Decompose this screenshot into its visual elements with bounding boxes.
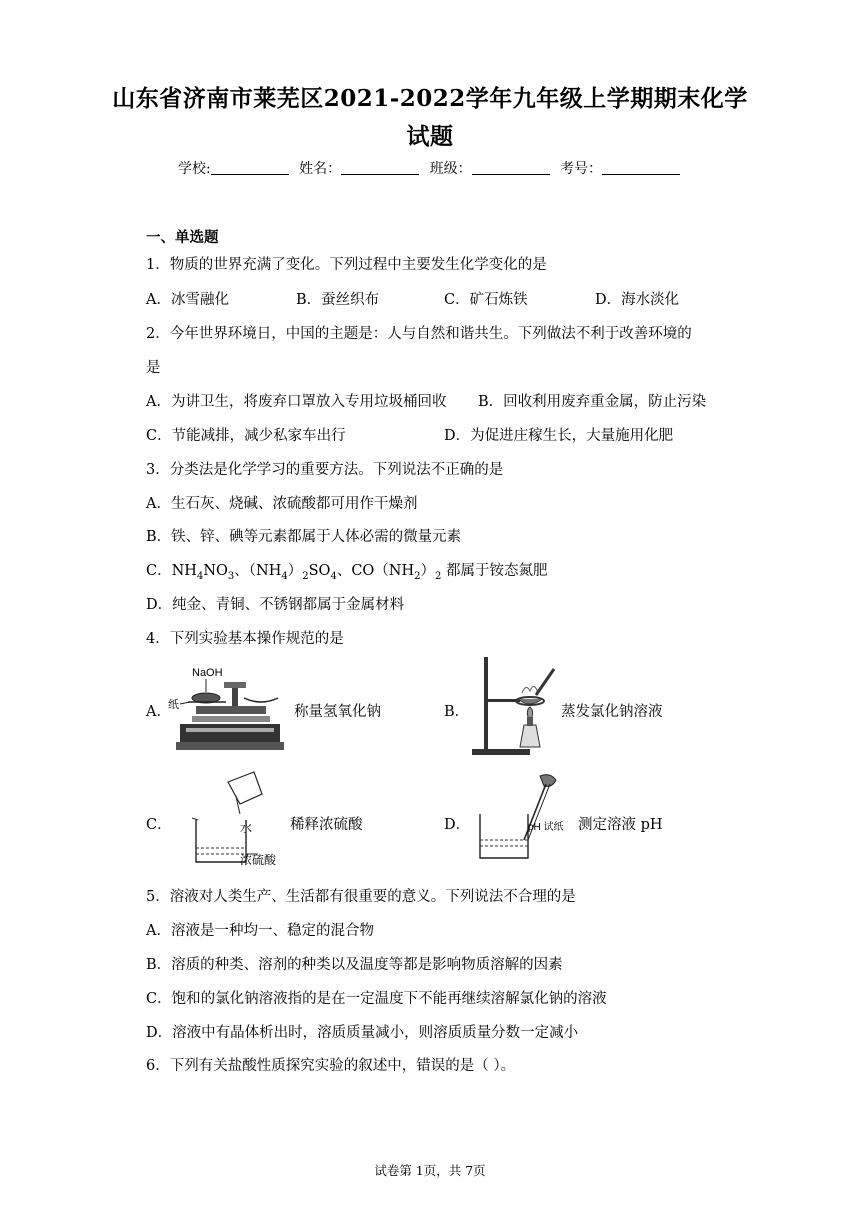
question-3-option-b: B．铁、锌、碘等元素都属于人体必需的微量元素 [146, 529, 462, 545]
page-footer: 试卷第 1页，共 7页 [374, 1163, 486, 1178]
formula-part: NO [203, 563, 228, 579]
question-1-option-c: C．矿石炼铁 [444, 292, 528, 308]
acid-label: 浓硫酸 [240, 853, 277, 867]
question-4-option-d-letter: D． [444, 817, 471, 833]
diluting-acid-figure [178, 770, 290, 868]
question-4-stem: 4．下列实验基本操作规范的是 [146, 631, 344, 647]
school-label: 学校: [178, 161, 211, 177]
question-3-stem: 3．分类法是化学学习的重要方法。下列说法不正确的是 [146, 462, 504, 478]
naoh-label: NaOH [192, 667, 223, 679]
formula-subscript: 4 [196, 570, 204, 582]
question-5-option-b: B．溶质的种类、溶剂的种类以及温度等都是影响物质溶解的因素 [146, 957, 563, 973]
paper-label: 纸 [168, 699, 179, 711]
question-5-option-a: A．溶液是一种均一、稳定的混合物 [146, 923, 374, 939]
formula-subscript: 2 [435, 570, 442, 582]
school-blank[interactable] [211, 160, 289, 175]
evaporation-apparatus-figure [470, 655, 562, 759]
section-heading-single-choice: 一、单选题 [146, 229, 219, 246]
question-2-stem-continued: 是 [146, 360, 161, 376]
exam-number-label: 考号： [560, 161, 603, 177]
question-3-option-d: D．纯金、青铜、不锈钢都属于金属材料 [146, 597, 405, 613]
formula-subscript: 4 [281, 570, 288, 582]
question-4-option-c-letter: C． [146, 817, 172, 833]
name-label: 姓名： [299, 161, 342, 177]
exam-title-continued: 试题 [406, 123, 454, 150]
formula-part: NH [171, 563, 197, 579]
water-label: 水 [240, 821, 253, 835]
name-blank[interactable] [341, 160, 419, 175]
question-2-stem: 2．今年世界环境日，中国的主题是：人与自然和谐共生。下列做法不利于改善环境的 [146, 326, 692, 342]
formula-part: ） [420, 563, 436, 579]
ph-test-figure [470, 770, 578, 866]
question-4-option-a-letter: A． [146, 704, 171, 720]
question-4-option-a-text: 称量氢氧化钠 [294, 704, 381, 720]
class-blank[interactable] [472, 160, 550, 175]
formula-part: 、（NH [234, 563, 282, 579]
question-4-option-b-letter: B． [444, 704, 470, 720]
question-4-option-b-text: 蒸发氯化钠溶液 [561, 704, 663, 720]
question-1-option-d: D．海水淡化 [595, 292, 680, 308]
question-2-option-b: B．回收利用废弃重金属，防止污染 [478, 394, 707, 410]
option-c-suffix: 都属于铵态氮肥 [441, 563, 548, 579]
student-info-row [178, 158, 686, 178]
formula-part: ） [287, 563, 303, 579]
question-1-stem: 1．物质的世界充满了变化。下列过程中主要发生化学变化的是 [146, 257, 547, 273]
question-2-option-a: A．为讲卫生，将废弃口罩放入专用垃圾桶回收 [146, 394, 447, 410]
ph-paper-label: pH 试纸 [528, 822, 564, 833]
question-6-stem: 6．下列有关盐酸性质探究实验的叙述中，错误的是（ ）。 [146, 1058, 516, 1074]
formula-part: 、CO（NH [336, 563, 415, 579]
option-c-prefix: C． [146, 563, 172, 579]
exam-title: 山东省济南市莱芜区2021-2022学年九年级上学期期末化学 [112, 85, 748, 112]
formula-subscript: 2 [302, 570, 309, 582]
question-1-option-b: B．蚕丝织布 [296, 292, 380, 308]
question-2-option-d: D．为促进庄稼生长，大量施用化肥 [444, 428, 674, 444]
question-3-option-c [146, 559, 548, 582]
question-4-option-c-text: 稀释浓硫酸 [290, 817, 363, 833]
question-5-option-d: D．溶液中有晶体析出时，溶质质量减小，则溶质质量分数一定减小 [146, 1025, 579, 1041]
question-2-option-c: C．节能减排，减少私家车出行 [146, 428, 346, 444]
formula-subscript: 4 [330, 570, 337, 582]
class-label: 班级： [429, 161, 472, 177]
question-5-stem: 5．溶液对人类生产、生活都有很重要的意义。下列说法不合理的是 [146, 889, 576, 905]
formula-part: SO [308, 563, 331, 579]
question-4-option-d-text: 测定溶液 pH [578, 817, 663, 833]
question-5-option-c: C．饱和的氯化钠溶液指的是在一定温度下不能再继续溶解氯化钠的溶液 [146, 991, 607, 1007]
formula-subscript: 3 [227, 570, 235, 582]
exam-number-blank[interactable] [602, 160, 680, 175]
balance-scale-figure [166, 662, 292, 754]
question-1-option-a: A．冰雪融化 [146, 292, 229, 308]
question-3-option-a: A．生石灰、烧碱、浓硫酸都可用作干燥剂 [146, 496, 418, 512]
formula-subscript: 2 [414, 570, 421, 582]
